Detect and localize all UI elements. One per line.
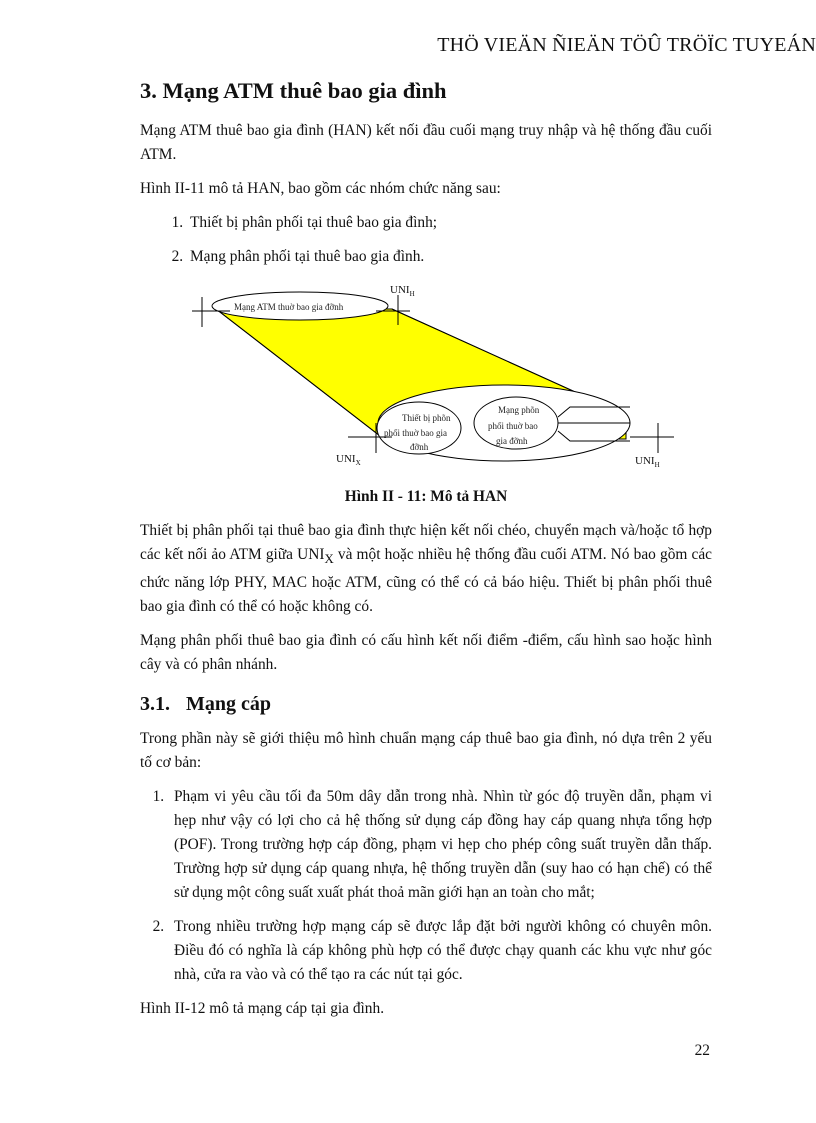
list-item: 1. Thiết bị phân phối tại thuê bao gia đình;: [187, 211, 712, 235]
network-label-3: gia đỡnh: [496, 436, 528, 446]
section-title: 3. Mạng ATM thuê bao gia đình: [140, 78, 447, 103]
subsection-intro: Trong phần này sẽ giới thiệu mô hình chuẩn mạng cáp thuê bao gia đình, nó dựa trên 2 yếu tố cơ bản:: [140, 730, 712, 772]
figure-caption: Hình II - 11: Mô tả HAN: [344, 488, 508, 505]
device-label-3: đỡnh: [410, 442, 429, 452]
subsection-closing: Hình II-12 mô tả mạng cáp tại gia đình.: [140, 1000, 385, 1018]
device-label-2: phối thuờ bao gia: [384, 428, 447, 438]
factor-list: [140, 785, 712, 987]
subsection-title: 3.1. Mạng cáp: [140, 693, 271, 716]
list-item: 2. Trong nhiều trường hợp mạng cáp sẽ được lắp đặt bởi người không có chuyên môn. Điều đó có nghĩa là cáp không phù hợp có thể được chạy quanh các khu vực như góc nhà, cửa ra vào và có thể tạo ra các nút tại góc.: [168, 915, 712, 987]
body-paragraph-1: Thiết bị phân phối tại thuê bao gia đình thực hiện kết nối chéo, chuyển mạch và/hoặc tổ hợp các kết nối ảo ATM giữa $UNI_X$ và một hoặc nhiều hệ thống đầu cuối ATM. Nó bao gồm các chức năng lớp PHY, MAC hoặc ATM, cũng có thể có cả báo hiệu. Thiết bị phân phối thuê bao gia đình có thể có hoặc không có.: [140, 522, 712, 616]
page-number: 22: [694, 1042, 710, 1059]
uni-h-bottom-label: $UNI_H$: [635, 455, 660, 469]
list-item: 2. Mạng phân phối tại thuê bao gia đình.: [187, 245, 712, 269]
device-label-1: Thiết bị phõn: [402, 413, 451, 423]
section-lead: Hình II-11 mô tả HAN, bao gồm các nhóm chức năng sau:: [140, 180, 501, 197]
uni-x-label: $UNI_X$: [336, 453, 361, 467]
list-item: 1. Phạm vi yêu cầu tối đa 50m dây dẫn trong nhà. Nhìn từ góc độ truyền dẫn, phạm vi hẹp như vậy có lợi cho cả hệ thống sử dụng cáp đồng hay cáp quang nhựa tổng hợp (POF). Trong trường hợp cáp đồng, phạm vi hẹp cho phép công suất truyền dẫn thấp. Trường hợp sử dụng cáp quang nhựa, hệ thống truyền dẫn (suy hao có hạn chế) có thể sử dụng một công suất xuất phát thoả mãn giới hạn an toàn cho mắt;: [168, 785, 712, 905]
network-label-1: Mạng phõn: [498, 405, 540, 415]
han-diagram-svg: [130, 279, 730, 479]
body-paragraph-2: Mạng phân phối thuê bao gia đình có cấu hình kết nối điểm -điểm, cấu hình sao hoặc hình cây và có phân nhánh.: [140, 632, 712, 674]
top-ellipse-label: Mạng ATM thuờ bao gia đỡnh: [234, 302, 344, 312]
page-header: THÖ VIEÄN ÑIEÄN TÖÛ TRÖÏC TUYEÁN: [437, 34, 816, 56]
network-label-2: phối thuờ bao: [488, 421, 538, 431]
section-intro: Mạng ATM thuê bao gia đình (HAN) kết nối đầu cuối mạng truy nhập và hệ thống đầu cuối ATM.: [140, 122, 712, 163]
function-list: [140, 211, 712, 269]
han-diagram: [140, 279, 712, 479]
uni-h-top-label: $UNI_H$: [390, 284, 415, 298]
page-content: [140, 76, 712, 1031]
